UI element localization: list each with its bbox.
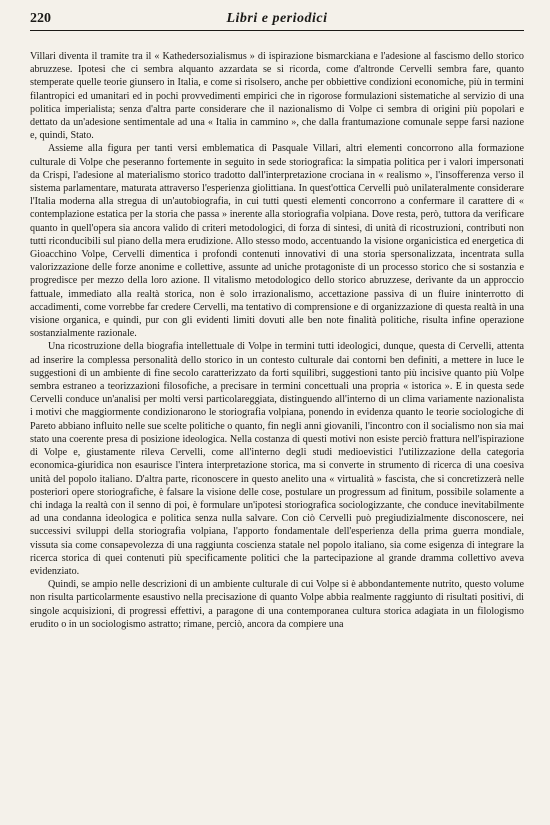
paragraph: Assieme alla figura per tanti versi emblematica di Pasquale Villari, altri elementi concorrono alla formazione culturale di Volpe che peseranno fortemente in seguito in sede storiografica: la simpatia politica per i valori impersonati da Crispi, l'adesione al materialismo storico tradotto dall'interpretazione crociana in « realismo », l'insofferenza verso il sistema parlamentare, maturata attraverso l'esperienza giolittiana. In quest'ottica Cervelli può unilateralmente considerare l'Italia moderna alla stregua di un'autobiografia, in cui tutti questi elementi concorrono a confermare il carattere di « contemplazione estatica per la storia che passa » inerente alla storiografia volpiana. Dove resta, però, tuttora da verificare quanto in quell'opera sia ancora valido di criteri metodologici, di forza di sintesi, di unità di ricostruzioni, contributi non tutti riconducibili sul piano della mera erudizione. Allo stesso modo, accentuando la visione organicistica ed energetica di Gioacchino Volpe, Cervelli dimentica i profondi contenuti innovativi di una storia spersonalizzata, incentrata sulla valorizzazione delle forze anonime e collettive, assunte ad uniche protagoniste di un processo storico che si sostanzia e progredisce per mezzo della loro azione. Il vitalismo metodologico dello storico abruzzese, derivante da un approccio fattuale, immediato alla realtà storica, non è solo irrazionalismo, accettazione passiva di un fluire ininterrotto di accadimenti, come vorrebbe far credere Cervelli, ma tentativo di comprensione e di organizzazione di questa realtà in una visione organica, e quindi, pur con gli evidenti limiti dovuti alle ben note finalità politiche, risulta infine operazione sostanzialmente razionale. [30, 143, 524, 340]
paragraph: Quindi, se ampio nelle descrizioni di un ambiente culturale di cui Volpe si è abbondantemente nutrito, questo volume non risulta particolarmente esaustivo nella precisazione di quanto Volpe abbia realmente raggiunto di risultati positivi, di singole acquisizioni, di progressi effettivi, a paragone di una contemporanea cultura storica adagiata in un filologismo erudito o in un sociologismo astratto; rimane, perciò, ancora da compiere una [30, 579, 524, 630]
running-title: Libri e periodici [226, 11, 328, 26]
paragraph: Una ricostruzione della biografia intellettuale di Volpe in termini tutti ideologici, dunque, questa di Cervelli, attenta ad inserire la complessa personalità dello storico in un contesto culturale dai contorni ben definiti, a mettere in luce le suggestioni di un ambiente di fine secolo caratterizzato da forti squilibri, suggestioni tanto più incisive quanto più Volpe sembra estraneo a teorizzazioni filosofiche, a precisare in termini concettuali una propria « istorica ». E in questa sede Cervelli conduce un'analisi per molti versi particolareggiata, distinguendo all'interno di un clima variamente nazionalista i motivi che maggiormente condizionarono le storiografia volpiana, ponendo in evidenza quanto le teorie sociologiche di Pareto abbiano influito nelle sue scelte politiche o quanto, fin negli anni giovanili, l'incontro con il socialismo non sia mai stato una coerente presa di posizione ideologica. Nella costanza di questi motivi non esiste perciò frattura nell'ispirazione di Volpe e, giustamente rileva Cervelli, come all'interno degli studi medioevistici l'utilizzazione della categoria economica-giuridica non esaurisce l'intera interpretazione storica, ma si converte in strumento di ricerca di una coesiva unità del popolo italiano. D'altra parte, riconoscere in questo anelito una « virtualità » fascista, che si concretizzerà nelle posteriori opere storiografiche, è falsare la visione delle cose, postulare un progressum ad finitum, possibile solamente a chi indaga la realtà con il senno di poi, è formulare un'ipotesi storiografica sociologizzante, che conduce inevitabilmente ad una condanna ideologica e politica senza nulla salvare. Con ciò Cervelli può pregiudizialmente disconoscere, nei successivi sviluppi della storiografia volpiana, l'apporto fondamentale dell'esperienza della prima guerra mondiale, vissuta sia come consapevolezza di una raggiunta coscienza statale nel popolo italiano, sia come esigenza di integrare la ricerca storica di quei contenuti più specificamente politici che la partecipazione al grande dramma collettivo aveva evidenziato. [30, 341, 524, 577]
page-number: 220 [30, 11, 51, 26]
journal-page [30, 10, 524, 818]
paragraph: Villari diventa il tramite tra il « Kathedersozialismus » di ispirazione bismarckiana e l'adesione al fascismo dello storico abruzzese. Ipotesi che ci sembra alquanto azzardata se si ricorda, come d'altronde Cervelli sembra fare, quanto stemperate quelle teorie giunsero in Italia, e come si risolsero, anche per obbiettive condizioni economiche, più in termini filantropici ed umanitari ed in pochi provvedimenti empirici che in rigorose formulazioni sistematiche al servizio di una politica imperialista; senza d'altra parte considerare che il nazionalismo di Volpe ci sembra di origini più popolari e dettato da un'adesione sentimentale ad una « Italia in cammino », che dalla frantumazione comunale seppe farsi nazione e, quindi, Stato. [30, 51, 524, 142]
article-body [30, 50, 524, 631]
page-header [30, 10, 524, 31]
